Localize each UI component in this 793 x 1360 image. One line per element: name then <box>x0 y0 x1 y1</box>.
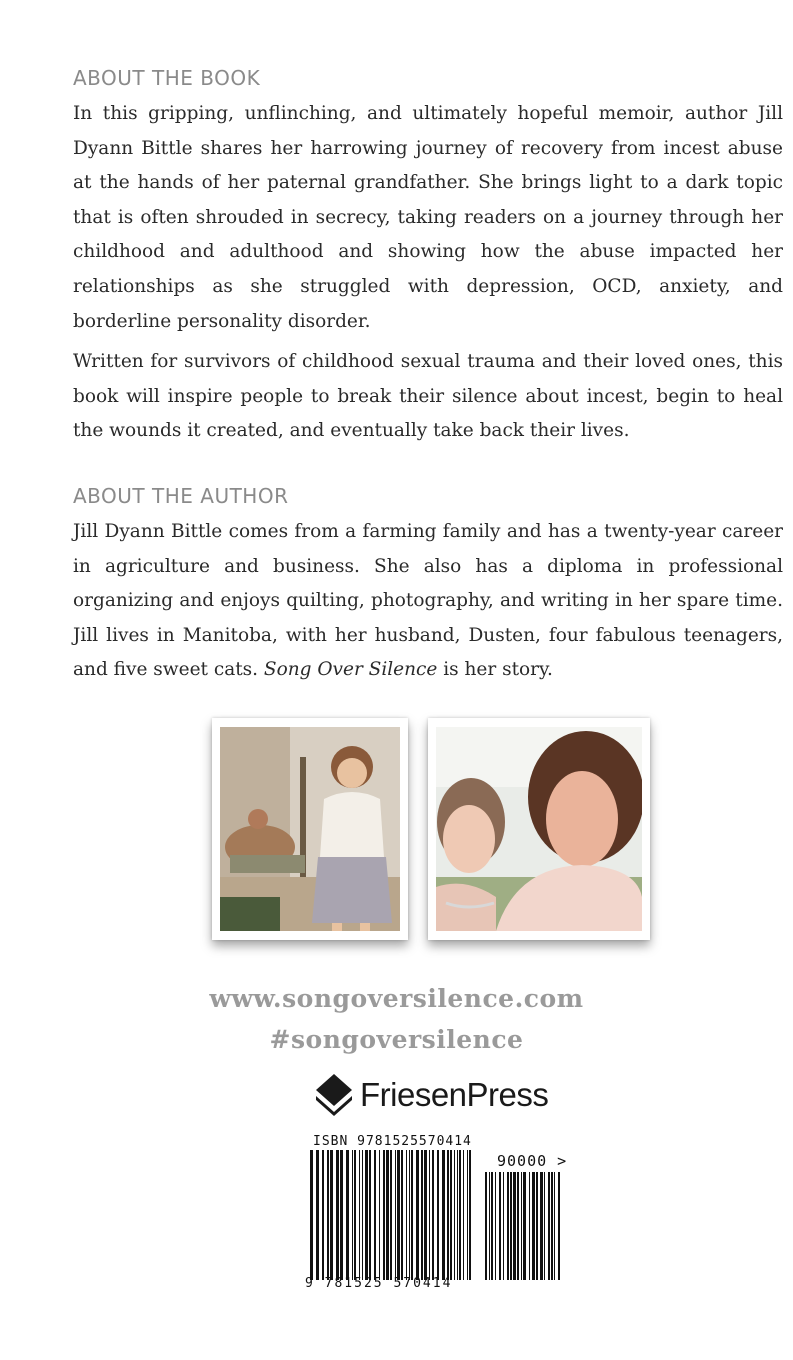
recent-photo <box>428 718 650 940</box>
barcode-bar <box>554 1172 555 1280</box>
price-barcode <box>485 1172 563 1280</box>
barcode-bar <box>503 1172 504 1280</box>
isbn-digits: 9 781525 570414 <box>305 1276 453 1291</box>
barcode-bar <box>401 1150 403 1280</box>
publisher-name: FriesenPress <box>360 1076 549 1113</box>
barcode-bar <box>369 1150 371 1280</box>
publisher-logo <box>316 1074 548 1116</box>
friesenpress-logo-icon <box>316 1074 352 1116</box>
barcode-bar <box>359 1150 360 1280</box>
recent-photo-image <box>436 727 642 931</box>
barcode-bar <box>513 1172 516 1280</box>
barcode-bar <box>352 1150 353 1280</box>
author-text-end: is her story. <box>437 659 553 681</box>
barcode-bar <box>406 1150 407 1280</box>
childhood-photo <box>212 718 408 940</box>
barcode-bar <box>411 1150 413 1280</box>
barcode-bar <box>499 1172 501 1280</box>
barcode-bar <box>322 1150 324 1280</box>
price-code: 90000 > <box>497 1152 568 1170</box>
book-title: Song Over Silence <box>263 659 438 681</box>
barcode-bar <box>386 1150 389 1280</box>
about-book-paragraph-1: In this gripping, unflinching, and ultimately hopeful memoir, author Jill Dyann Bittle shares her harrowing journey of recovery from incest abuse at the hands of her paternal grandfather. She brings light to a dark topic that is often shrouded in secrecy, taking readers on a journey through her childhood and adulthood and showing how the abuse impacted her relationships as she struggled with depression, OCD, anxiety, and borderline personality disorder. <box>73 103 783 332</box>
barcode-bar <box>459 1150 461 1280</box>
barcode-bar <box>432 1150 434 1280</box>
barcode-bar <box>447 1150 449 1280</box>
barcode-bar <box>424 1150 427 1280</box>
barcode-bar <box>340 1150 343 1280</box>
barcode-bar <box>551 1172 553 1280</box>
childhood-photo-image <box>220 727 400 931</box>
barcode-bar <box>383 1150 385 1280</box>
barcode-bar <box>548 1172 550 1280</box>
barcode-bar <box>510 1172 512 1280</box>
barcode-bar <box>374 1150 376 1280</box>
barcode-bar <box>529 1172 530 1280</box>
barcode-bar <box>409 1150 410 1280</box>
barcode-bar <box>495 1172 496 1280</box>
barcode-bar <box>310 1150 313 1280</box>
barcode-bar <box>421 1150 423 1280</box>
barcode-bar <box>469 1150 471 1280</box>
author-text-start: Jill Dyann Bittle comes from a farming family and has a twenty-year career in agriculture and business. She also has a diploma in professional organizing and enjoys quilting, photography, and writing in her spare time. Jill lives in Manitoba, with her husband, Dusten, four fabulous teenagers, and five sweet cats. <box>73 521 783 681</box>
barcode-bar <box>416 1150 419 1280</box>
barcode-bar <box>454 1150 455 1280</box>
barcode-bar <box>442 1150 445 1280</box>
barcode-bar <box>327 1150 329 1280</box>
barcode-bar <box>507 1172 509 1280</box>
about-book-heading: ABOUT THE BOOK <box>73 66 261 90</box>
barcode-bar <box>429 1150 430 1280</box>
isbn-barcode <box>310 1150 475 1280</box>
barcode-bar <box>450 1150 452 1280</box>
barcode-bar <box>457 1150 458 1280</box>
hashtag: #songoversilence <box>269 1025 524 1054</box>
barcode-bar <box>346 1150 349 1280</box>
barcode-bar <box>536 1172 538 1280</box>
barcode-bar <box>491 1172 493 1280</box>
barcode-bar <box>395 1150 396 1280</box>
barcode-bar <box>463 1150 464 1280</box>
barcode-bar <box>437 1150 439 1280</box>
barcode-bar <box>397 1150 400 1280</box>
barcode-bar <box>362 1150 363 1280</box>
barcode-bar <box>354 1150 356 1280</box>
barcode-bar <box>336 1150 339 1280</box>
about-book-paragraph-2: Written for survivors of childhood sexual trauma and their loved ones, this book will inspire people to break their silence about incest, begin to heal the wounds it created, and eventually take back their lives. <box>73 351 783 442</box>
isbn-label: ISBN 9781525570414 <box>313 1134 472 1149</box>
barcode-bar <box>467 1150 468 1280</box>
barcode-bar <box>489 1172 490 1280</box>
barcode-bar <box>390 1150 392 1280</box>
barcode-bar <box>544 1172 545 1280</box>
barcode-bar <box>485 1172 487 1280</box>
barcode-bar <box>365 1150 368 1280</box>
barcode-bar <box>316 1150 319 1280</box>
barcode-bar <box>558 1172 560 1280</box>
about-author-heading: ABOUT THE AUTHOR <box>73 484 289 508</box>
barcode-bar <box>540 1172 543 1280</box>
website-url[interactable]: www.songoversilence.com <box>209 984 584 1013</box>
barcode-bar <box>532 1172 535 1280</box>
barcode-bar <box>379 1150 380 1280</box>
barcode-area <box>305 1130 585 1300</box>
barcode-bar <box>330 1150 333 1280</box>
barcode-bar <box>523 1172 526 1280</box>
barcode-bar <box>521 1172 522 1280</box>
about-author-paragraph <box>73 515 783 688</box>
barcode-bar <box>517 1172 519 1280</box>
